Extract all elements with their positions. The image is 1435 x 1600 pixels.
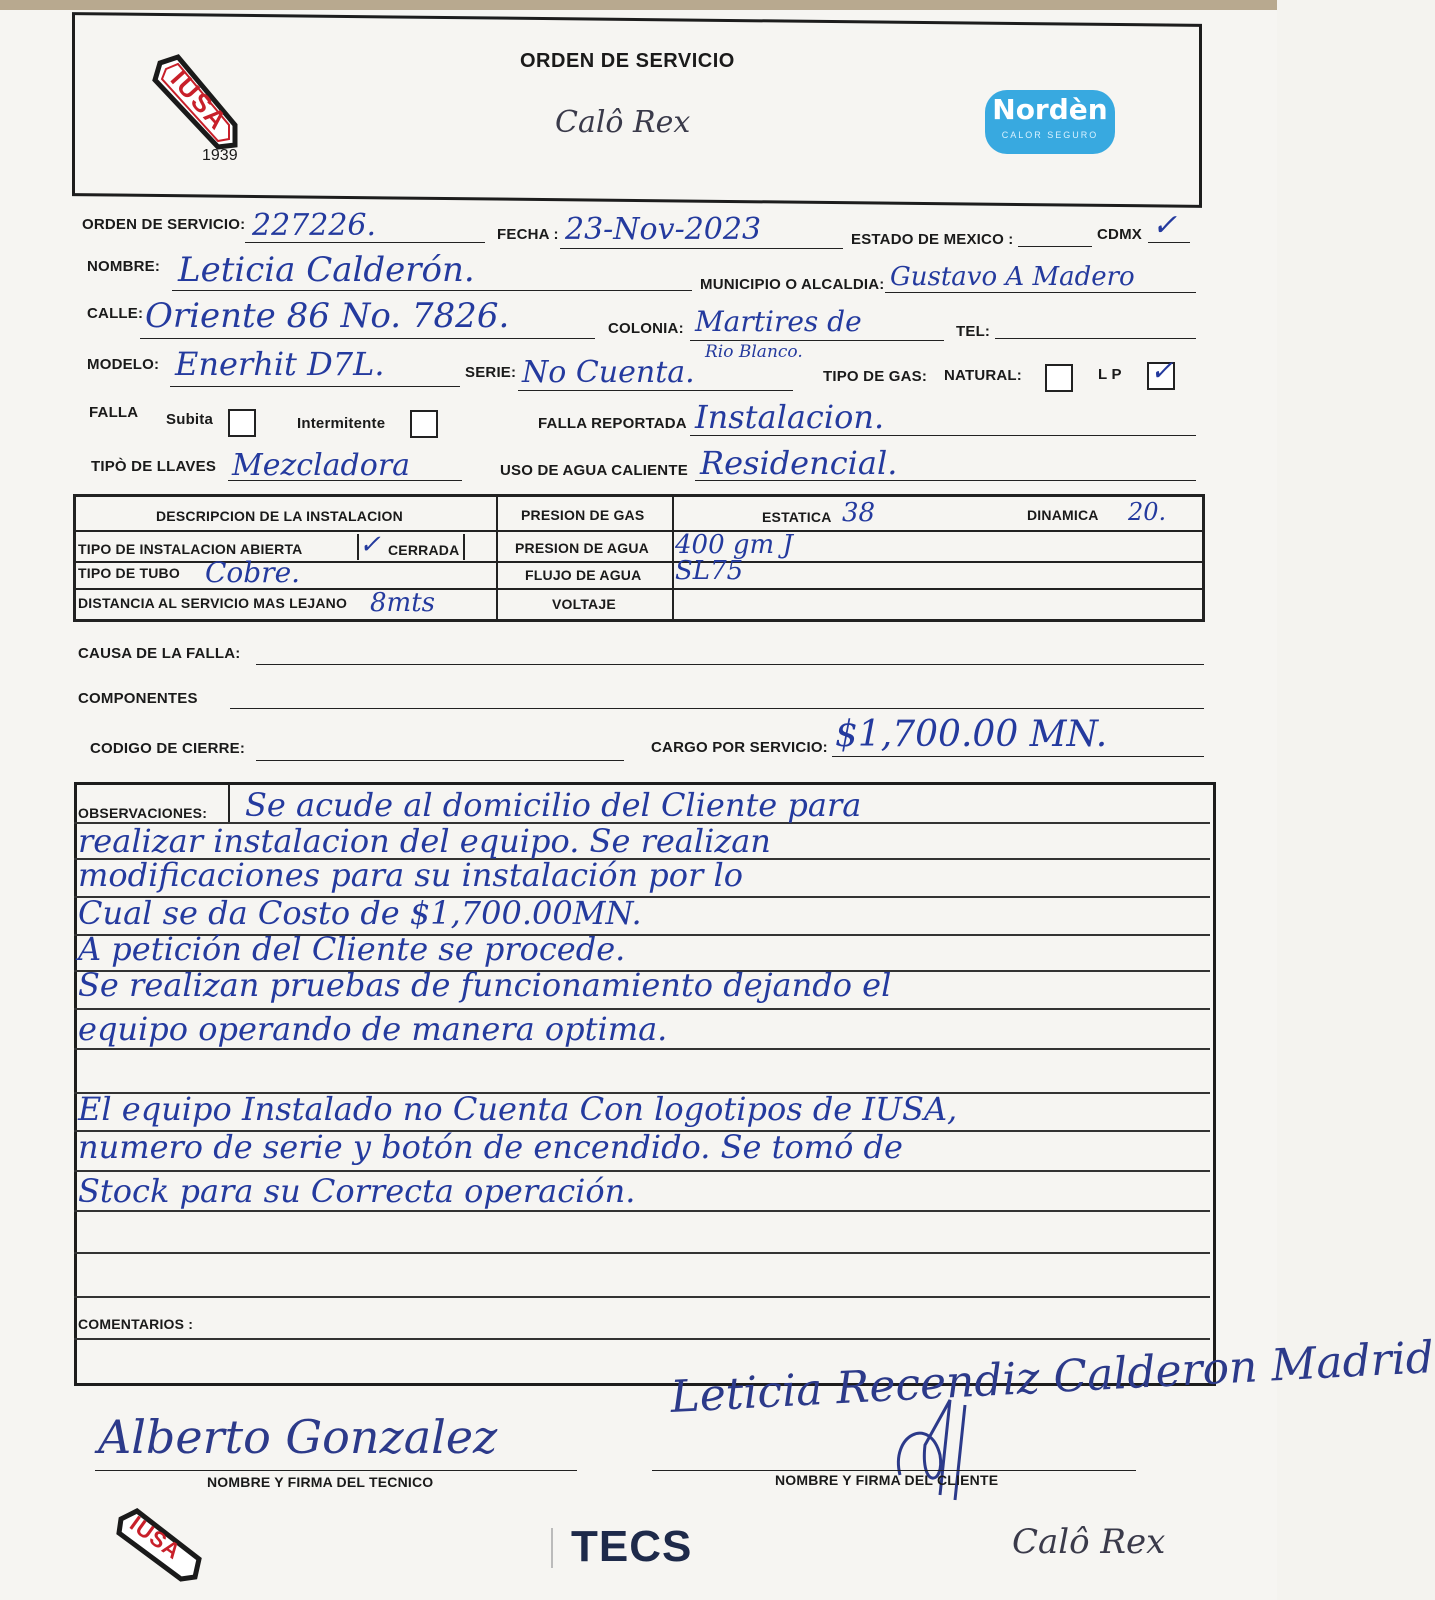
calorex-logo: Calô Rex (555, 105, 691, 140)
presion-gas-label: PRESION DE GAS (521, 507, 645, 523)
tech-divider-2 (672, 494, 674, 619)
obs-line-9: El equipo Instalado no Cuenta Con logotipos de IUSA, (78, 1090, 958, 1128)
modelo-line (170, 386, 460, 387)
cliente-sign-line (652, 1470, 1136, 1471)
falla-label: FALLA (89, 404, 139, 421)
tech-row-line-1 (73, 530, 1202, 532)
modelo-value: Enerhit D7L. (175, 345, 385, 383)
causa-label: CAUSA DE LA FALLA: (78, 645, 241, 662)
flujo-agua-label: FLUJO DE AGUA (525, 567, 642, 583)
falla-reportada-label: FALLA REPORTADA (538, 415, 687, 432)
cargo-value: $1,700.00 MN. (835, 714, 1108, 755)
estatica-value: 38 (842, 498, 876, 528)
tecnico-label: NOMBRE Y FIRMA DEL TECNICO (207, 1474, 434, 1490)
subita-label: Subita (166, 411, 214, 428)
obs-line-4: Cual se da Costo de $1,700.00MN. (78, 894, 642, 932)
iusa-year: 1939 (202, 147, 238, 164)
obs-line-6: Se realizan pruebas de funcionamiento dejando el (78, 966, 892, 1004)
causa-line (256, 664, 1204, 665)
municipio-value: Gustavo A Madero (890, 262, 1135, 292)
natural-label: NATURAL: (944, 367, 1022, 384)
iusa-logo (150, 55, 240, 165)
orden-value: 227226. (252, 208, 377, 243)
cliente-signature: Leticia Recendiz Calderon Madrid (669, 1332, 1435, 1423)
obs-ruled-line (74, 1296, 1210, 1298)
lp-label: L P (1098, 366, 1122, 383)
obs-line-10: numero de serie y botón de encendido. Se tomó de (78, 1128, 903, 1166)
footer-iusa-logo (115, 1507, 205, 1583)
obs-line-11: Stock para su Correcta operación. (78, 1172, 636, 1210)
fecha-label: FECHA : (497, 226, 559, 243)
colonia-value: Martires de (695, 305, 862, 338)
uso-agua-value: Residencial. (700, 444, 898, 482)
obs-label-divider (228, 784, 230, 822)
uso-agua-label: USO DE AGUA CALIENTE (500, 462, 688, 479)
calle-value: Oriente 86 No. 7826. (145, 296, 510, 336)
calle-label: CALLE: (87, 305, 144, 322)
falla-reportada-value: Instalacion. (695, 398, 885, 436)
serie-value: No Cuenta. (522, 355, 695, 390)
norden-logo-text: Nordèn (992, 93, 1108, 126)
codigo-label: CODIGO DE CIERRE: (90, 740, 246, 757)
tipo-llaves-label: TIPÒ DE LLAVES (91, 458, 217, 475)
componentes-line (230, 708, 1204, 709)
colonia-label: COLONIA: (608, 320, 684, 337)
obs-ruled-line (74, 1210, 1210, 1212)
colonia-value-2: Rio Blanco. (705, 342, 803, 362)
desc-header: DESCRIPCION DE LA INSTALACION (156, 508, 403, 524)
codigo-line (256, 760, 624, 761)
voltaje-label: VOLTAJE (552, 596, 616, 612)
tel-line (995, 338, 1196, 339)
municipio-line (885, 292, 1196, 293)
obs-line-1: Se acude al domicilio del Cliente para (245, 786, 862, 824)
municipio-label: MUNICIPIO O ALCALDIA: (700, 276, 885, 293)
cargo-label: CARGO POR SERVICIO: (651, 739, 828, 756)
obs-line-3: modificaciones para su instalación por lo (78, 856, 743, 894)
serie-label: SERIE: (465, 364, 517, 381)
tech-divider-1 (496, 494, 498, 619)
obs-ruled-line (74, 1252, 1210, 1254)
serie-line (518, 390, 793, 391)
dinamica-label: DINAMICA (1027, 507, 1099, 523)
tipo-gas-label: TIPO DE GAS: (823, 368, 928, 385)
distancia-label: DISTANCIA AL SERVICIO MAS LEJANO (78, 595, 348, 611)
presion-agua-value: 400 gm J (675, 530, 793, 560)
scan-edge (0, 0, 1277, 10)
presion-agua-label: PRESION DE AGUA (515, 540, 649, 556)
distancia-value: 8mts (370, 588, 435, 618)
subita-checkbox[interactable] (228, 409, 256, 437)
tecnico-signature: Alberto Gonzalez (98, 1410, 498, 1464)
obs-line-2: realizar instalacion del equipo. Se realizan (78, 822, 771, 860)
estado-line (1018, 246, 1092, 247)
estatica-label: ESTATICA (762, 509, 832, 525)
tipo-tubo-value: Cobre. (205, 556, 301, 589)
tecnico-sign-line (95, 1470, 577, 1471)
componentes-label: COMPONENTES (78, 690, 198, 707)
footer-iusa-text: IUSA (125, 1510, 186, 1565)
natural-checkbox[interactable] (1045, 364, 1073, 392)
tecs-logo: TECS (571, 1522, 693, 1571)
tel-label: TEL: (956, 323, 991, 340)
orden-label: ORDEN DE SERVICIO: (82, 216, 246, 233)
lp-mark: ✓ (1150, 354, 1174, 387)
fecha-value: 23-Nov-2023 (565, 212, 762, 247)
tipo-tubo-label: TIPO DE TUBO (78, 565, 180, 581)
colonia-line (690, 340, 944, 341)
cargo-line (832, 756, 1204, 757)
cerrada-label: CERRADA (388, 542, 460, 558)
obs-ruled-line (74, 1338, 1210, 1340)
norden-logo (985, 90, 1115, 154)
footer-calorex-logo: Calô Rex (1012, 1522, 1166, 1562)
obs-line-7: equipo operando de manera optima. (78, 1010, 668, 1048)
estado-label: ESTADO DE MEXICO : (851, 231, 1014, 248)
intermitente-checkbox[interactable] (410, 410, 438, 438)
norden-tagline: CALOR SEGURO (1001, 130, 1099, 140)
fecha-line (560, 248, 843, 249)
calle-line (140, 338, 595, 339)
modelo-label: MODELO: (87, 356, 160, 373)
obs-line-5: A petición del Cliente se procede. (78, 930, 626, 968)
tipo-instalacion-label: TIPO DE INSTALACION ABIERTA (78, 541, 303, 557)
tecs-divider (551, 1528, 553, 1568)
flujo-agua-value: SL75 (675, 556, 744, 586)
cliente-label: NOMBRE Y FIRMA DEL CLIENTE (775, 1472, 999, 1488)
observaciones-label: OBSERVACIONES: (78, 805, 208, 821)
tipo-llaves-value: Mezcladora (232, 448, 411, 483)
nombre-line (172, 290, 692, 291)
dinamica-value: 20. (1128, 498, 1167, 526)
comentarios-label: COMENTARIOS : (78, 1316, 194, 1332)
nombre-label: NOMBRE: (87, 258, 161, 275)
cdmx-mark: ✓ (1152, 208, 1178, 243)
cliente-scribble-icon (880, 1395, 1000, 1505)
obs-ruled-line (74, 1048, 1210, 1050)
iusa-logo-text: IUSA (164, 64, 235, 137)
nombre-value: Leticia Calderón. (178, 250, 475, 290)
intermitente-label: Intermitente (297, 415, 386, 432)
document-title: ORDEN DE SERVICIO (520, 50, 735, 72)
abierta-mark: ✓ (359, 530, 381, 560)
cdmx-label: CDMX (1097, 226, 1142, 243)
